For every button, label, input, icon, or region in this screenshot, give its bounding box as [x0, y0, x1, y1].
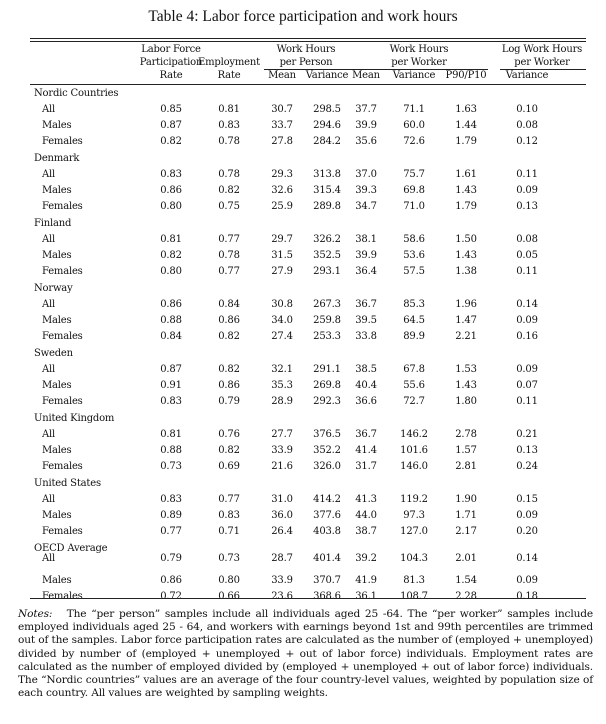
table-cell: 37.7 [355, 104, 377, 115]
table-cell: 0.09 [516, 510, 538, 521]
group-label: Finland [34, 218, 72, 229]
table-cell: 35.3 [271, 380, 293, 391]
table-cell: 0.78 [218, 136, 240, 147]
table-cell: 0.86 [218, 315, 240, 326]
table-cell: 1.96 [455, 299, 477, 310]
row-label: Males [42, 575, 72, 586]
table-cell: 25.9 [271, 201, 293, 212]
header-rule-per-worker [348, 69, 488, 70]
table-cell: 0.80 [218, 575, 240, 586]
table-cell: 55.6 [403, 380, 425, 391]
table-cell: 352.2 [313, 445, 341, 456]
table-cell: 1.43 [455, 380, 477, 391]
table-cell: 0.11 [516, 169, 538, 180]
table-cell: 0.14 [516, 553, 538, 564]
table-cell: 108.7 [400, 591, 428, 602]
table-cell: 41.3 [355, 494, 377, 505]
row-label: Females [42, 331, 83, 342]
table-cell: 0.73 [218, 553, 240, 564]
table-cell: 0.84 [218, 299, 240, 310]
row-label: Males [42, 510, 72, 521]
table-cell: 0.71 [218, 526, 240, 537]
table-cell: 27.8 [271, 136, 293, 147]
table-cell: 0.20 [516, 526, 538, 537]
table-cell: 0.86 [160, 299, 182, 310]
table-cell: 69.8 [403, 185, 425, 196]
table-cell: 294.6 [313, 120, 341, 131]
table-cell: 35.6 [355, 136, 377, 147]
table-cell: 1.50 [455, 234, 477, 245]
table-cell: 368.6 [313, 591, 341, 602]
table-cell: 377.6 [313, 510, 341, 521]
table-cell: 0.18 [516, 591, 538, 602]
table-cell: 33.9 [271, 575, 293, 586]
table-cell: 0.09 [516, 364, 538, 375]
table-cell: 313.8 [313, 169, 341, 180]
row-label: Females [42, 591, 83, 602]
row-label: Females [42, 266, 83, 277]
table-cell: 38.7 [355, 526, 377, 537]
table-cell: 0.82 [160, 250, 182, 261]
table-cell: 0.83 [218, 510, 240, 521]
notes-text: The “per person” samples include all individuals aged 25 -64. The “per worker” samples include employed individuals aged 25 - 64, and workers with earnings beyond 1st and 99th percentiles are trimmed out of the samples. Labor force participation rates are calculated as the number of (employed + unemployed) divided by number of (employed + unemployed + out of labor force) individuals. Employment rates are calculated as the number of employed divided by (employed + unemployed + out of labor force) individuals. The “Nordic countries” values are an average of the four country-level values, weighted by population size of each country. All values are weighted by sampling weights. [18, 608, 593, 700]
row-label: Males [42, 380, 72, 391]
table-cell: 0.14 [516, 299, 538, 310]
header-work-hours-person: per Person [279, 57, 333, 68]
table-cell: 0.83 [218, 120, 240, 131]
row-label: All [42, 234, 56, 245]
table-cell: 401.4 [313, 553, 341, 564]
table-cell: 81.3 [403, 575, 425, 586]
top-rule-2 [30, 41, 586, 42]
table-cell: 2.17 [455, 526, 477, 537]
row-label: Males [42, 120, 72, 131]
table-cell: 1.38 [455, 266, 477, 277]
table-cell: 27.4 [271, 331, 293, 342]
table-cell: 1.80 [455, 396, 477, 407]
table-cell: 41.4 [355, 445, 377, 456]
table-cell: 31.7 [355, 461, 377, 472]
table-cell: 30.8 [271, 299, 293, 310]
header-work-hours-person: Work Hours [276, 44, 336, 55]
table-cell: 75.7 [403, 169, 425, 180]
table-cell: 0.09 [516, 315, 538, 326]
table-cell: 40.4 [355, 380, 377, 391]
row-label: Males [42, 445, 72, 456]
group-label: OECD Average [34, 543, 108, 554]
table-cell: 370.7 [313, 575, 341, 586]
table-cell: 0.79 [218, 396, 240, 407]
table-cell: 0.85 [160, 104, 182, 115]
table-cell: 2.28 [455, 591, 477, 602]
table-cell: 36.7 [355, 299, 377, 310]
header-sub: Variance [392, 70, 436, 81]
row-label: All [42, 494, 56, 505]
table-cell: 36.1 [355, 591, 377, 602]
table-cell: 31.0 [271, 494, 293, 505]
table-cell: 267.3 [313, 299, 341, 310]
table-cell: 0.66 [218, 591, 240, 602]
table-cell: 0.77 [160, 526, 182, 537]
table-cell: 0.21 [516, 429, 538, 440]
table-cell: 0.75 [218, 201, 240, 212]
table-cell: 0.83 [160, 396, 182, 407]
row-label: All [42, 364, 56, 375]
table-cell: 292.3 [313, 396, 341, 407]
group-label: Norway [34, 283, 73, 294]
group-label: Denmark [34, 153, 80, 164]
table-cell: 1.61 [455, 169, 477, 180]
table-cell: 0.15 [516, 494, 538, 505]
table-cell: 146.0 [400, 461, 428, 472]
table-title: Table 4: Labor force participation and work hours [148, 8, 458, 25]
header-log-work-hours: Log Work Hours [501, 44, 583, 55]
row-label: Females [42, 396, 83, 407]
table-cell: 0.82 [218, 445, 240, 456]
row-label: All [42, 299, 56, 310]
table-cell: 0.87 [160, 120, 182, 131]
table-cell: 0.69 [218, 461, 240, 472]
table-cell: 89.9 [403, 331, 425, 342]
table-cell: 1.79 [455, 136, 477, 147]
table-cell: 1.71 [455, 510, 477, 521]
table-cell: 1.44 [455, 120, 477, 131]
table-cell: 0.78 [218, 250, 240, 261]
table-cell: 293.1 [313, 266, 341, 277]
table-cell: 0.72 [160, 591, 182, 602]
table-cell: 2.21 [455, 331, 477, 342]
table-cell: 0.78 [218, 169, 240, 180]
table-cell: 1.79 [455, 201, 477, 212]
group-label: Sweden [34, 348, 73, 359]
table-cell: 36.7 [355, 429, 377, 440]
table-cell: 27.9 [271, 266, 293, 277]
bottom-rule [30, 598, 586, 599]
table-cell: 259.8 [313, 315, 341, 326]
table-cell: 0.82 [218, 331, 240, 342]
table-cell: 0.08 [516, 234, 538, 245]
table-cell: 0.77 [218, 266, 240, 277]
header-work-hours-worker: per Worker [391, 57, 447, 68]
table-cell: 1.43 [455, 250, 477, 261]
header-rule-per-person [264, 69, 348, 70]
table-cell: 0.86 [160, 575, 182, 586]
table-cell: 0.73 [160, 461, 182, 472]
table-cell: 0.88 [160, 315, 182, 326]
table-cell: 1.63 [455, 104, 477, 115]
header-sub: P90/P10 [445, 70, 487, 81]
table-cell: 60.0 [403, 120, 425, 131]
table-cell: 36.6 [355, 396, 377, 407]
table-cell: 0.91 [160, 380, 182, 391]
table-cell: 1.47 [455, 315, 477, 326]
table-cell: 32.1 [271, 364, 293, 375]
table-cell: 0.89 [160, 510, 182, 521]
row-label: Females [42, 526, 83, 537]
header-log-work-hours: per Worker [514, 57, 570, 68]
row-label: Females [42, 201, 83, 212]
table-cell: 1.54 [455, 575, 477, 586]
table-cell: 39.5 [355, 315, 377, 326]
row-label: All [42, 169, 56, 180]
table-cell: 1.43 [455, 185, 477, 196]
table-cell: 36.0 [271, 510, 293, 521]
table-cell: 26.4 [271, 526, 293, 537]
table-cell: 0.81 [218, 104, 240, 115]
table-cell: 127.0 [400, 526, 428, 537]
table-cell: 0.77 [218, 234, 240, 245]
table-notes [18, 608, 593, 700]
row-label: Females [42, 136, 83, 147]
table-cell: 0.11 [516, 396, 538, 407]
table-cell: 414.2 [313, 494, 341, 505]
table-cell: 36.4 [355, 266, 377, 277]
table-cell: 0.86 [218, 380, 240, 391]
row-label: Males [42, 185, 72, 196]
table-cell: 0.81 [160, 234, 182, 245]
table-cell: 253.3 [313, 331, 341, 342]
header-sub: Variance [305, 70, 349, 81]
table-cell: 0.79 [160, 553, 182, 564]
top-rule [30, 38, 586, 39]
table-cell: 0.77 [218, 494, 240, 505]
table-cell: 0.13 [516, 445, 538, 456]
table-cell: 376.5 [313, 429, 341, 440]
table-cell: 0.12 [516, 136, 538, 147]
header-bottom-rule [30, 84, 586, 85]
table-cell: 119.2 [400, 494, 428, 505]
table-cell: 0.82 [160, 136, 182, 147]
table-cell: 39.9 [355, 250, 377, 261]
table-cell: 2.01 [455, 553, 477, 564]
table-cell: 0.07 [516, 380, 538, 391]
table-cell: 29.7 [271, 234, 293, 245]
row-label: Males [42, 250, 72, 261]
table-cell: 104.3 [400, 553, 428, 564]
table-cell: 85.3 [403, 299, 425, 310]
header-lfp: Rate [159, 70, 183, 81]
table-cell: 1.90 [455, 494, 477, 505]
table-cell: 71.0 [403, 201, 425, 212]
header-sub: Variance [505, 70, 549, 81]
table-cell: 64.5 [403, 315, 425, 326]
table-cell: 0.76 [218, 429, 240, 440]
table-cell: 0.86 [160, 185, 182, 196]
table-cell: 23.6 [271, 591, 293, 602]
table-cell: 58.6 [403, 234, 425, 245]
table-cell: 37.0 [355, 169, 377, 180]
table-cell: 0.83 [160, 169, 182, 180]
table-cell: 0.88 [160, 445, 182, 456]
table-cell: 101.6 [400, 445, 428, 456]
table-cell: 33.7 [271, 120, 293, 131]
table-cell: 0.05 [516, 250, 538, 261]
table-cell: 28.7 [271, 553, 293, 564]
row-label: Females [42, 461, 83, 472]
table-cell: 0.80 [160, 266, 182, 277]
table-cell: 0.10 [516, 104, 538, 115]
table-cell: 0.82 [218, 185, 240, 196]
header-work-hours-worker: Work Hours [389, 44, 449, 55]
header-lfp: Participation [139, 57, 203, 68]
table-cell: 32.6 [271, 185, 293, 196]
table-cell: 0.09 [516, 575, 538, 586]
table-cell: 0.82 [218, 364, 240, 375]
header-sub: Mean [352, 70, 380, 81]
table-cell: 403.8 [313, 526, 341, 537]
table-cell: 315.4 [313, 185, 341, 196]
table-cell: 0.83 [160, 494, 182, 505]
table-cell: 352.5 [313, 250, 341, 261]
table-cell: 2.78 [455, 429, 477, 440]
table-cell: 21.6 [271, 461, 293, 472]
table-cell: 0.09 [516, 185, 538, 196]
table-cell: 0.80 [160, 201, 182, 212]
table-cell: 0.81 [160, 429, 182, 440]
table-cell: 0.84 [160, 331, 182, 342]
table-cell: 0.13 [516, 201, 538, 212]
table-cell: 326.2 [313, 234, 341, 245]
header-lfp: Labor Force [141, 44, 201, 55]
table-cell: 29.3 [271, 169, 293, 180]
table-cell: 33.8 [355, 331, 377, 342]
table-cell: 0.16 [516, 331, 538, 342]
row-label: All [42, 553, 56, 564]
table-cell: 71.1 [403, 104, 425, 115]
header-employment: Rate [217, 70, 241, 81]
table-cell: 269.8 [313, 380, 341, 391]
table-cell: 27.7 [271, 429, 293, 440]
group-label: United States [34, 478, 101, 489]
table-cell: 30.7 [271, 104, 293, 115]
table-cell: 1.57 [455, 445, 477, 456]
table-cell: 53.6 [403, 250, 425, 261]
table-cell: 34.0 [271, 315, 293, 326]
header-employment: Employment [198, 57, 260, 68]
table-cell: 0.11 [516, 266, 538, 277]
row-label: Males [42, 315, 72, 326]
table-cell: 44.0 [355, 510, 377, 521]
table-cell: 0.08 [516, 120, 538, 131]
row-label: All [42, 429, 56, 440]
table-cell: 39.9 [355, 120, 377, 131]
table-cell: 28.9 [271, 396, 293, 407]
table-cell: 2.81 [455, 461, 477, 472]
table-cell: 284.2 [313, 136, 341, 147]
table-cell: 146.2 [400, 429, 428, 440]
header-sub: Mean [268, 70, 296, 81]
table-cell: 38.5 [355, 364, 377, 375]
table-cell: 39.2 [355, 553, 377, 564]
table-cell: 298.5 [313, 104, 341, 115]
table-cell: 41.9 [355, 575, 377, 586]
table-cell: 326.0 [313, 461, 341, 472]
table-cell: 72.6 [403, 136, 425, 147]
table-cell: 97.3 [403, 510, 425, 521]
group-label: United Kingdom [34, 413, 115, 424]
table-cell: 34.7 [355, 201, 377, 212]
table-cell: 1.53 [455, 364, 477, 375]
table-cell: 33.9 [271, 445, 293, 456]
table-cell: 67.8 [403, 364, 425, 375]
table-cell: 291.1 [313, 364, 341, 375]
notes-label: Notes: [18, 608, 53, 620]
table-cell: 0.87 [160, 364, 182, 375]
table-cell: 38.1 [355, 234, 377, 245]
table-cell: 0.24 [516, 461, 538, 472]
header-rule-log [500, 69, 586, 70]
group-label: Nordic Countries [34, 88, 119, 99]
table-cell: 39.3 [355, 185, 377, 196]
table-cell: 57.5 [403, 266, 425, 277]
table-cell: 289.8 [313, 201, 341, 212]
row-label: All [42, 104, 56, 115]
table-cell: 31.5 [271, 250, 293, 261]
table-cell: 72.7 [403, 396, 425, 407]
